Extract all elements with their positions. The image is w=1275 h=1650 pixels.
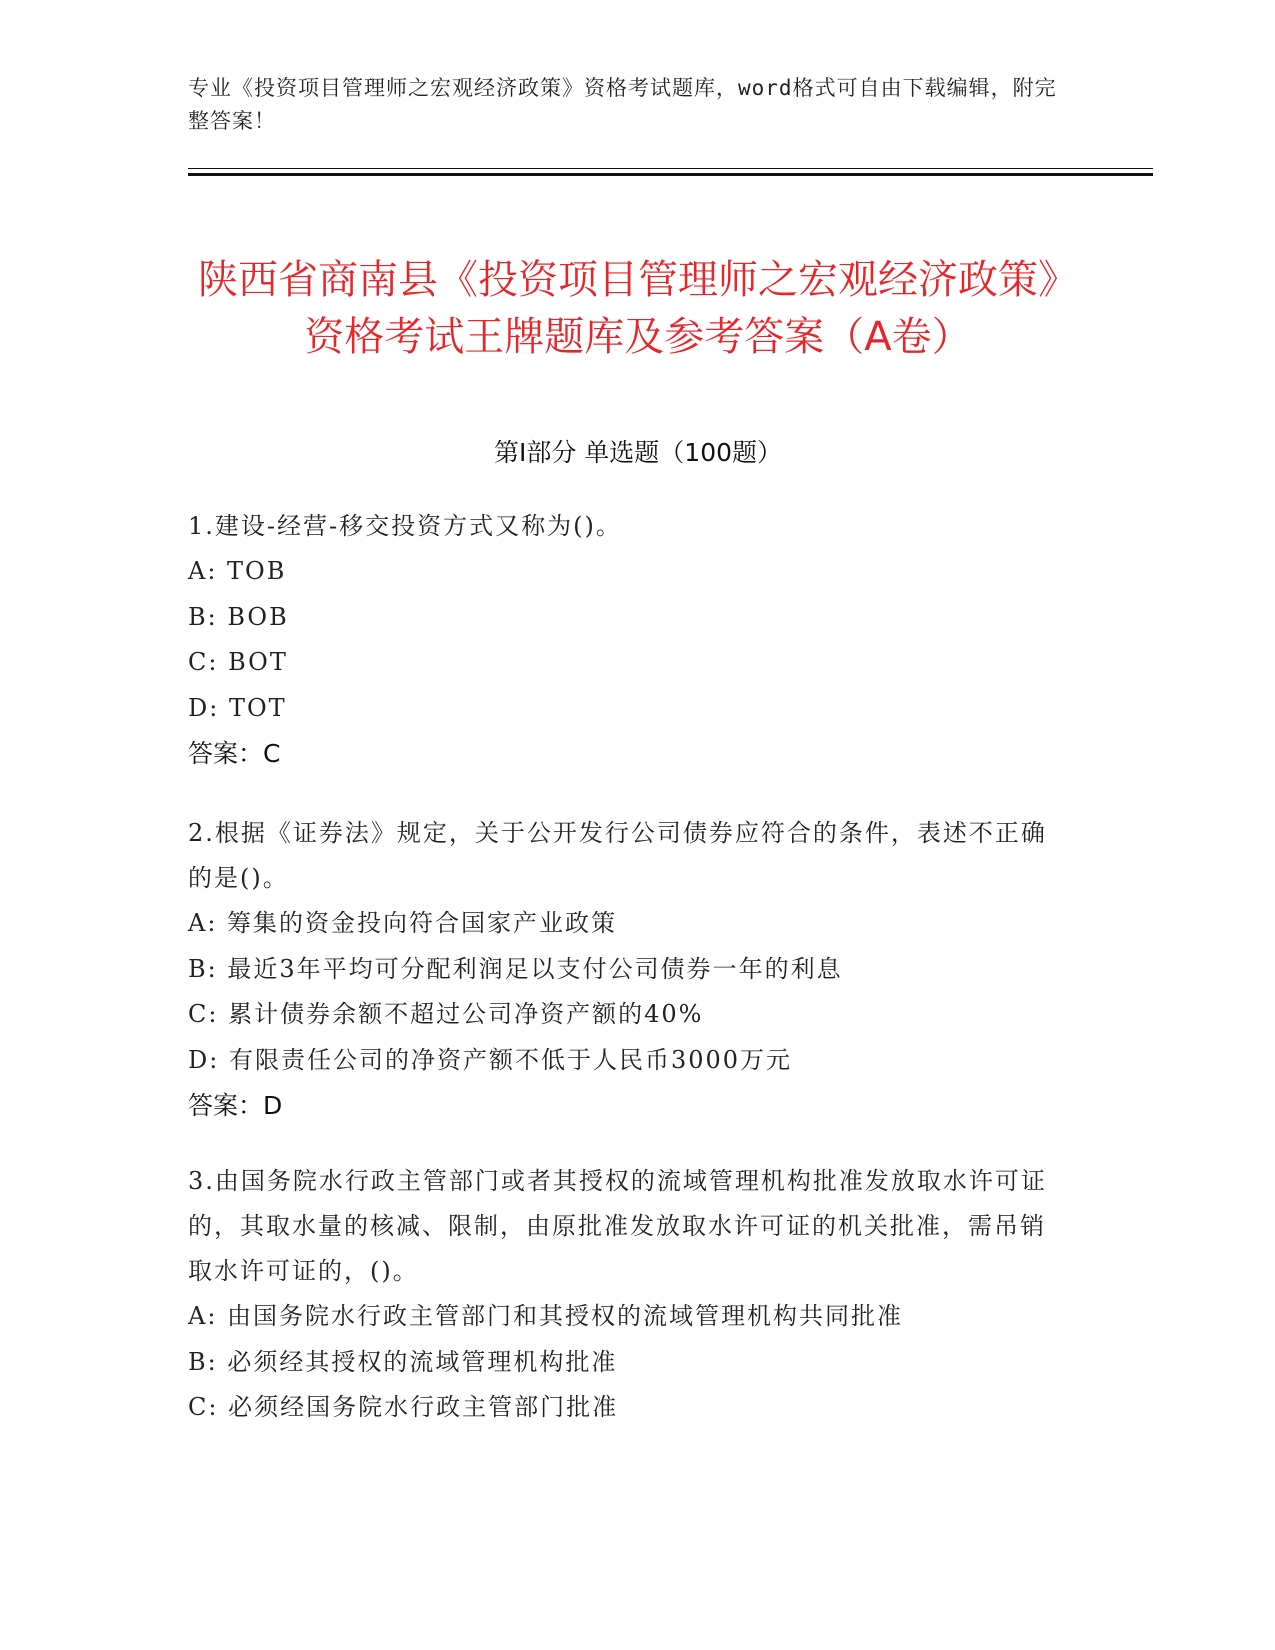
option-c: C: BOT	[188, 648, 288, 676]
option-c: C: 必须经国务院水行政主管部门批准	[188, 1393, 619, 1421]
header-divider-thin	[188, 168, 1153, 169]
option-b: B: 必须经其授权的流域管理机构批准	[188, 1347, 618, 1376]
answer: 答案：D	[188, 1091, 283, 1120]
document-title: 陕西省商南县《投资项目管理师之宏观经济政策》资格考试王牌题库及参考答案（A卷）	[198, 256, 1078, 360]
option-b: B: 最近3年平均可分配利润足以支付公司债券一年的利息	[188, 954, 843, 983]
option-a: A: TOB	[188, 557, 287, 585]
answer: 答案：C	[188, 739, 281, 768]
option-c: C: 累计债券余额不超过公司净资产额的40%	[188, 1000, 704, 1028]
header-note: 专业《投资项目管理师之宏观经济政策》资格考试题库，word格式可自由下载编辑，附完整答案！	[188, 76, 1057, 133]
question-1	[188, 504, 1068, 776]
option-a: A: 筹集的资金投向符合国家产业政策	[188, 909, 618, 937]
option-a: A: 由国务院水行政主管部门和其授权的流域管理机构共同批准	[188, 1302, 904, 1330]
header-divider-thick	[188, 173, 1153, 176]
option-d: D: 有限责任公司的净资产额不低于人民币3000万元	[188, 1045, 793, 1074]
question-stem: 2.根据《证券法》规定，关于公开发行公司债券应符合的条件，表述不正确的是()。	[188, 819, 1047, 892]
question-stem: 3.由国务院水行政主管部门或者其授权的流域管理机构批准发放取水许可证的，其取水量的核减、限制，由原批准发放取水许可证的机关批准，需吊销取水许可证的，()。	[188, 1167, 1047, 1285]
question-2	[188, 811, 1068, 1128]
question-stem: 1.建设-经营-移交投资方式又称为()。	[188, 512, 622, 540]
section-heading: 第Ⅰ部分 单选题（100题）	[493, 438, 783, 467]
question-3	[188, 1159, 1068, 1431]
option-b: B: BOB	[188, 602, 289, 631]
option-d: D: TOT	[188, 693, 287, 722]
